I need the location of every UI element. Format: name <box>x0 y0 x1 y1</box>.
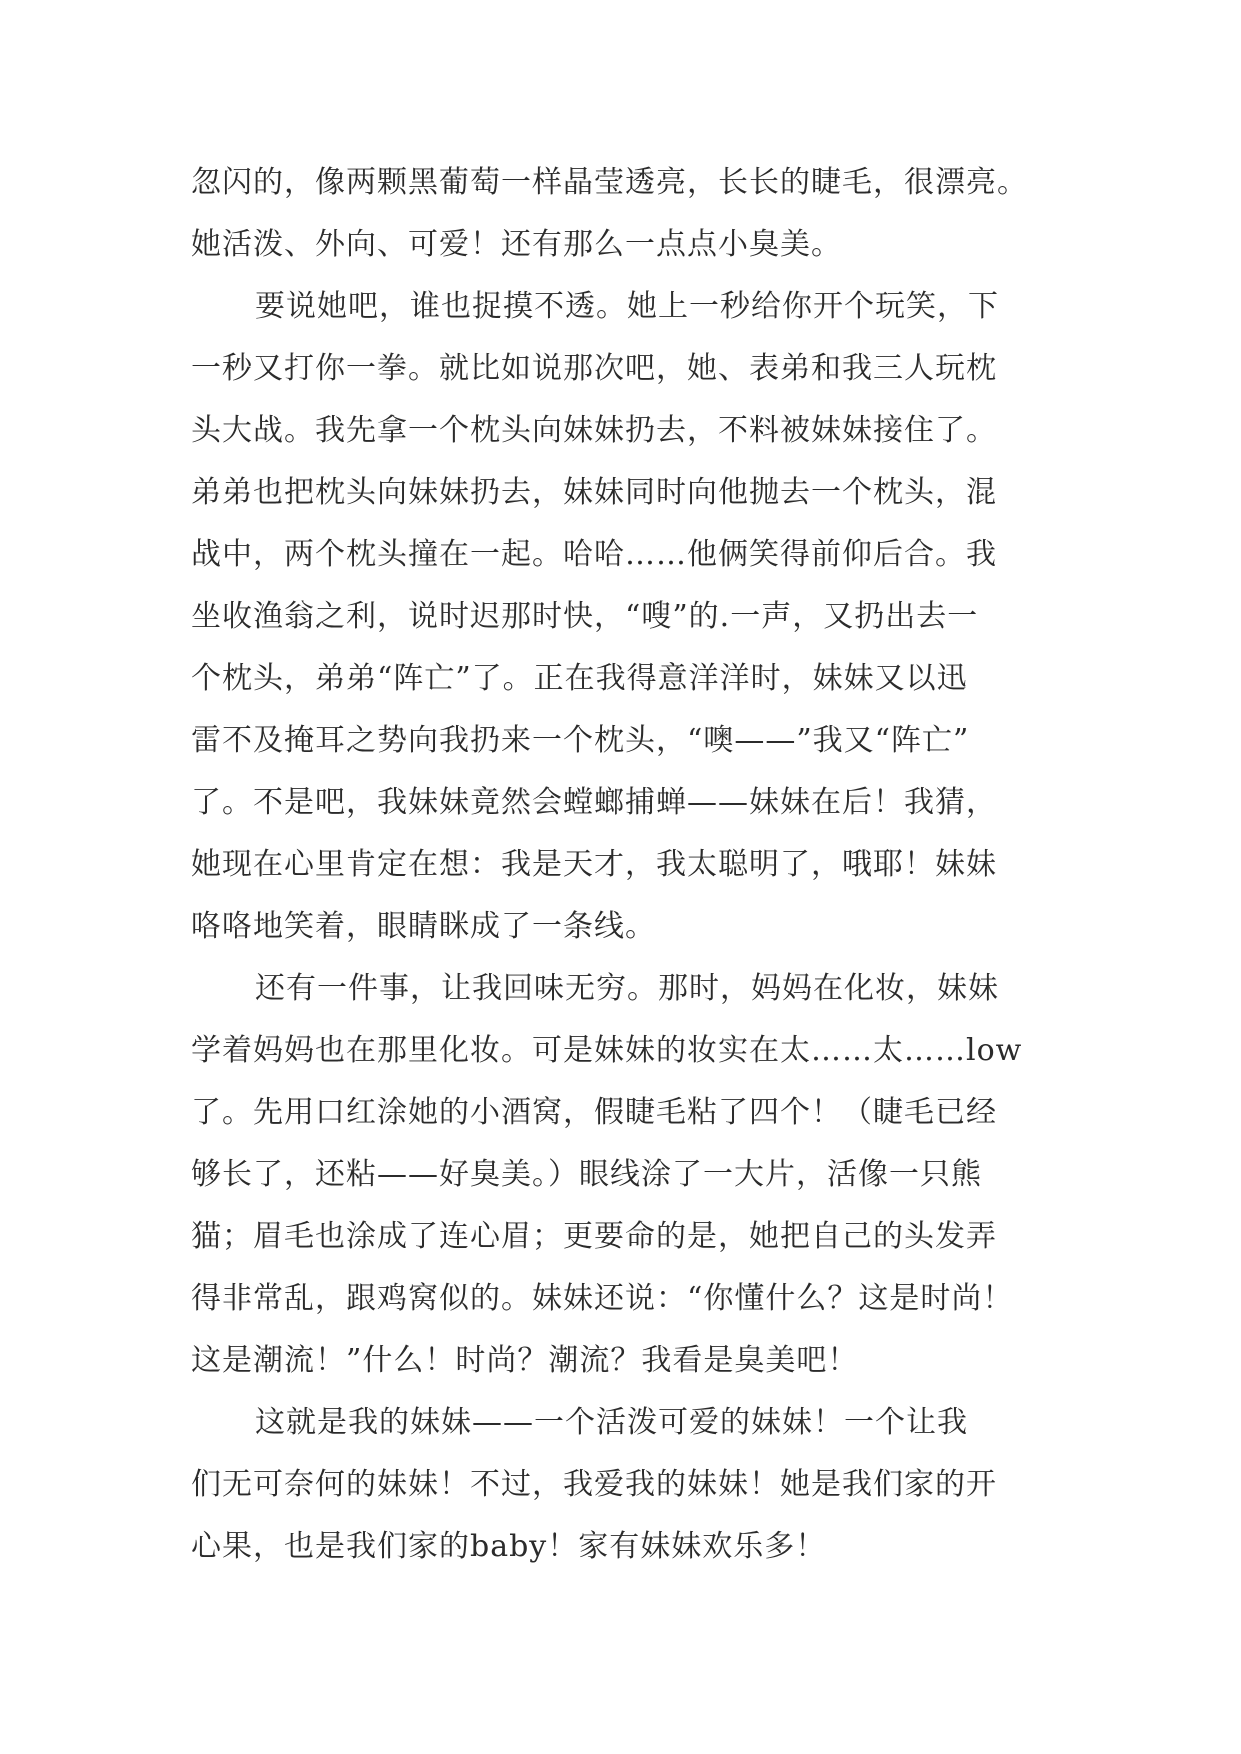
text-line: 个枕头，弟弟“阵亡”了。正在我得意洋洋时，妹妹又以迅 <box>191 661 968 696</box>
text-line: 头大战。我先拿一个枕头向妹妹扔去，不料被妹妹接住了。 <box>191 413 997 448</box>
text-line: 一秒又打你一拳。就比如说那次吧，她、表弟和我三人玩枕 <box>191 351 997 386</box>
text-line: 她活泼、外向、可爱！还有那么一点点小臭美。 <box>191 227 842 262</box>
text-line: 心果，也是我们家的baby！家有妹妹欢乐多！ <box>191 1529 827 1564</box>
text-line: 够长了，还粘——好臭美。）眼线涂了一大片，活像一只熊 <box>191 1157 982 1192</box>
text-line: 雷不及掩耳之势向我扔来一个枕头，“噢——”我又“阵亡” <box>191 723 970 758</box>
text-line: 她现在心里肯定在想：我是天才，我太聪明了，哦耶！妹妹 <box>191 847 997 882</box>
text-line: 要说她吧，谁也捉摸不透。她上一秒给你开个玩笑，下 <box>255 289 999 324</box>
body-text <box>191 152 1071 1578</box>
text-line: 咯咯地笑着，眼睛眯成了一条线。 <box>191 909 656 944</box>
text-line: 这是潮流！”什么！时尚？潮流？我看是臭美吧！ <box>191 1343 859 1378</box>
text-line: 战中，两个枕头撞在一起。哈哈……他俩笑得前仰后合。我 <box>191 537 997 572</box>
text-line: 了。不是吧，我妹妹竟然会螳螂捕蝉——妹妹在后！我猜， <box>191 785 997 820</box>
text-line: 猫；眉毛也涂成了连心眉；更要命的是，她把自己的头发弄 <box>191 1219 997 1254</box>
text-line: 弟弟也把枕头向妹妹扔去，妹妹同时向他抛去一个枕头，混 <box>191 475 997 510</box>
text-line: 了。先用口红涂她的小酒窝，假睫毛粘了四个！（睫毛已经 <box>191 1095 997 1130</box>
text-line: 们无可奈何的妹妹！不过，我爱我的妹妹！她是我们家的开 <box>191 1467 997 1502</box>
text-line: 忽闪的，像两颗黑葡萄一样晶莹透亮，长长的睫毛，很漂亮。 <box>191 165 1028 200</box>
text-line: 学着妈妈也在那里化妆。可是妹妹的妆实在太……太……low <box>191 1033 1023 1068</box>
text-line: 还有一件事，让我回味无穷。那时，妈妈在化妆，妹妹 <box>255 971 999 1006</box>
text-line: 这就是我的妹妹——一个活泼可爱的妹妹！一个让我 <box>255 1405 968 1440</box>
text-line: 得非常乱，跟鸡窝似的。妹妹还说：“你懂什么？这是时尚！ <box>191 1281 1014 1316</box>
text-line: 坐收渔翁之利，说时迟那时快，“嗖”的.一声，又扔出去一 <box>191 599 979 634</box>
